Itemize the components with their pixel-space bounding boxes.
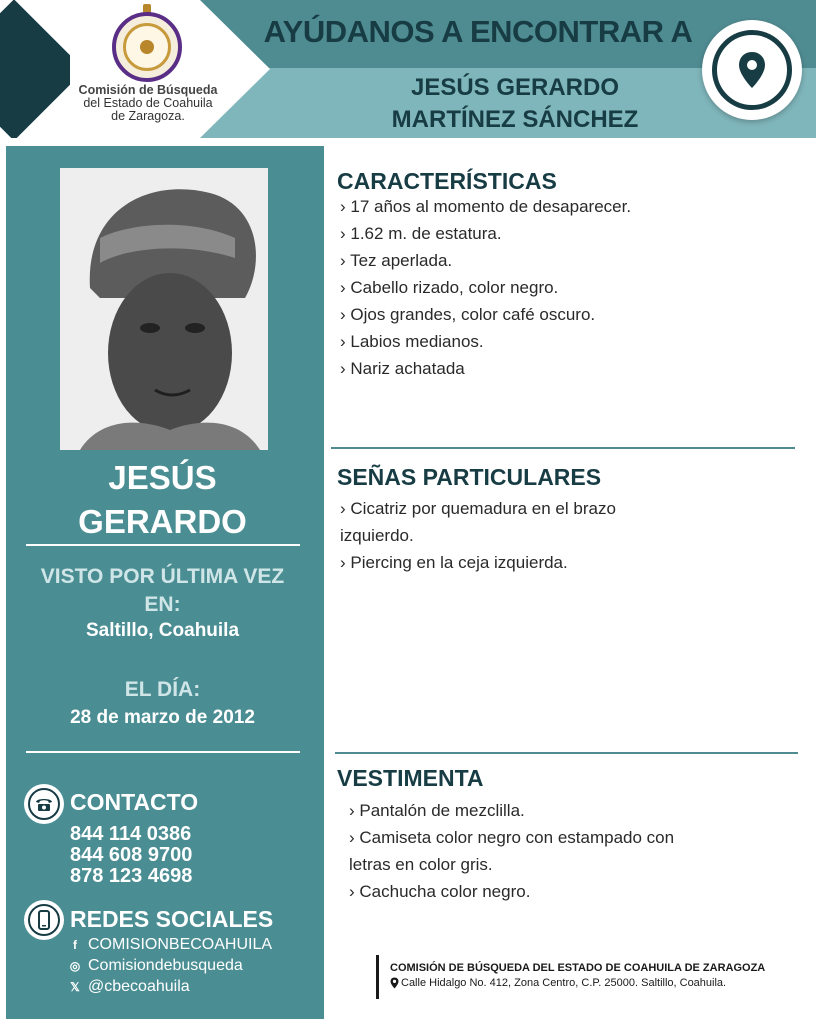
list-item: letras en color gris. — [349, 855, 493, 874]
facebook-icon: f — [73, 938, 77, 952]
date-label: EL DÍA: — [124, 678, 201, 701]
social-handle: Comisiondebusqueda — [88, 957, 243, 974]
contact-heading: CONTACTO — [70, 789, 199, 815]
first-name: JESÚS GERARDO — [78, 459, 247, 540]
characteristics-heading: CARACTERÍSTICAS — [337, 168, 557, 194]
list-item: › Tez aperlada. — [340, 251, 453, 270]
last-seen-label: VISTO POR ÚLTIMA VEZ EN: — [40, 565, 285, 616]
list-item: › Pantalón de mezclilla. — [349, 801, 525, 820]
clothing-list — [349, 797, 674, 905]
divider — [26, 544, 300, 546]
date-value: 28 de marzo de 2012 — [70, 707, 255, 728]
characteristics-list — [340, 193, 631, 382]
section-divider — [331, 447, 795, 449]
location-pin-icon — [390, 977, 399, 989]
social-link-x[interactable] — [68, 978, 190, 996]
distinguishing-marks-list — [340, 495, 616, 576]
list-item: › Cabello rizado, color negro. — [340, 278, 559, 297]
divider — [26, 751, 300, 753]
commission-seal-logo — [112, 12, 182, 82]
list-item: › Cachucha color negro. — [349, 882, 531, 901]
organization-name: Comisión de Búsqueda del Estado de Coahuila de Zaragoza. — [78, 83, 218, 123]
location-badge — [702, 20, 802, 120]
list-item: › Cicatriz por quemadura en el brazo — [340, 499, 616, 518]
location-pin-icon — [737, 50, 767, 90]
social-heading: REDES SOCIALES — [70, 906, 274, 932]
clothing-heading: VESTIMENTA — [337, 765, 484, 791]
list-item: › Ojos grandes, color café oscuro. — [340, 305, 596, 324]
list-item: › Camiseta color negro con estampado con — [349, 828, 675, 847]
instagram-icon: ◎ — [69, 959, 81, 973]
section-divider — [335, 752, 798, 754]
phone-number[interactable]: 844 608 9700 — [70, 844, 193, 866]
list-item: › Nariz achatada — [340, 359, 465, 378]
phone-number[interactable]: 844 114 0386 — [70, 823, 192, 845]
list-item: › 17 años al momento de desaparecer. — [340, 197, 632, 216]
telephone-icon — [34, 796, 54, 812]
distinguishing-marks-heading: SEÑAS PARTICULARES — [337, 464, 602, 490]
social-link-instagram[interactable] — [68, 957, 243, 975]
x-icon: 𝕏 — [70, 980, 80, 994]
list-item: izquierdo. — [340, 526, 414, 545]
footer-organization: COMISIÓN DE BÚSQUEDA DEL ESTADO DE COAHUILA DE ZARAGOZA — [390, 962, 766, 974]
list-item: › Piercing en la ceja izquierda. — [340, 553, 568, 572]
social-handle: @cbecoahuila — [88, 978, 190, 995]
list-item: › 1.62 m. de estatura. — [340, 224, 502, 243]
list-item: › Labios medianos. — [340, 332, 484, 351]
social-handle: COMISIONBECOAHUILA — [88, 936, 273, 953]
phone-number[interactable]: 878 123 4698 — [70, 865, 193, 887]
last-seen-place: Saltillo, Coahuila — [85, 620, 240, 641]
mobile-badge — [24, 900, 64, 940]
footer-address: Calle Hidalgo No. 412, Zona Centro, C.P. 25000. Saltillo, Coahuila. — [390, 977, 726, 989]
page-title: AYÚDANOS A ENCONTRAR A — [263, 14, 693, 49]
phone-badge — [24, 784, 64, 824]
footer-bar — [376, 955, 379, 999]
mobile-phone-icon — [38, 910, 50, 930]
missing-person-photo — [60, 168, 268, 450]
missing-person-full-name: JESÚS GERARDO MARTÍNEZ SÁNCHEZ — [391, 74, 639, 133]
social-link-facebook[interactable] — [68, 936, 272, 954]
